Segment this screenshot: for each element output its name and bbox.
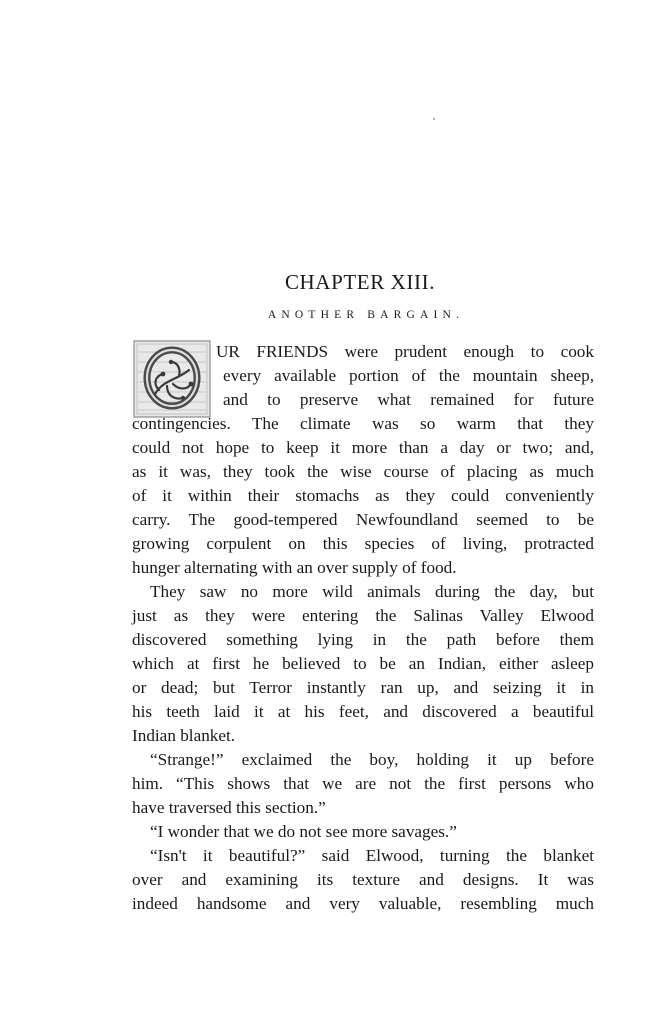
text-line: every available portion of the mountain sheep,: [223, 366, 594, 385]
text-line: as it was, they took the wise course of placing as much: [132, 462, 594, 481]
text-line: hunger alternating with an over supply of food.: [132, 558, 457, 577]
text-line: growing corpulent on this species of living, protracted: [132, 534, 594, 553]
chapter-title: CHAPTER XIII.: [284, 270, 436, 294]
text-line: or dead; but Terror instantly ran up, and seizing it in: [132, 678, 594, 697]
text-line: and to preserve what remained for future: [223, 390, 594, 409]
text-line: discovered something lying in the path before them: [132, 630, 594, 649]
text-line: which at first he believed to be an Indian, either asleep: [132, 654, 594, 673]
paper-speck: [433, 118, 435, 120]
text-line: They saw no more wild animals during the day, but: [150, 582, 594, 601]
text-line: of it within their stomachs as they could conveniently: [132, 486, 594, 505]
text-line: have traversed this section.”: [132, 798, 326, 817]
text-line: “Strange!” exclaimed the boy, holding it up before: [150, 750, 594, 769]
text-line: could not hope to keep it more than a day or two; and,: [132, 438, 594, 457]
text-line: UR FRIENDS were prudent enough to cook: [216, 342, 594, 361]
chapter-subtitle: ANOTHER BARGAIN.: [267, 309, 465, 321]
text-line: just as they were entering the Salinas Valley Elwood: [132, 606, 594, 625]
text-line: carry. The good-tempered Newfoundland seemed to be: [132, 510, 594, 529]
text-line: “I wonder that we do not see more savages.”: [150, 822, 457, 841]
text-line: him. “This shows that we are not the first persons who: [132, 774, 594, 793]
text-line: over and examining its texture and designs. It was: [132, 870, 594, 889]
text-line: indeed handsome and very valuable, resembling much: [132, 894, 594, 913]
text-line: his teeth laid it at his feet, and discovered a beautiful: [132, 702, 594, 721]
text-line: contingencies. The climate was so warm that they: [132, 414, 594, 433]
text-line: Indian blanket.: [132, 726, 236, 745]
text-line: “Isn't it beautiful?” said Elwood, turning the blanket: [150, 846, 594, 865]
ornamental-dropcap-o-icon: [133, 340, 211, 418]
